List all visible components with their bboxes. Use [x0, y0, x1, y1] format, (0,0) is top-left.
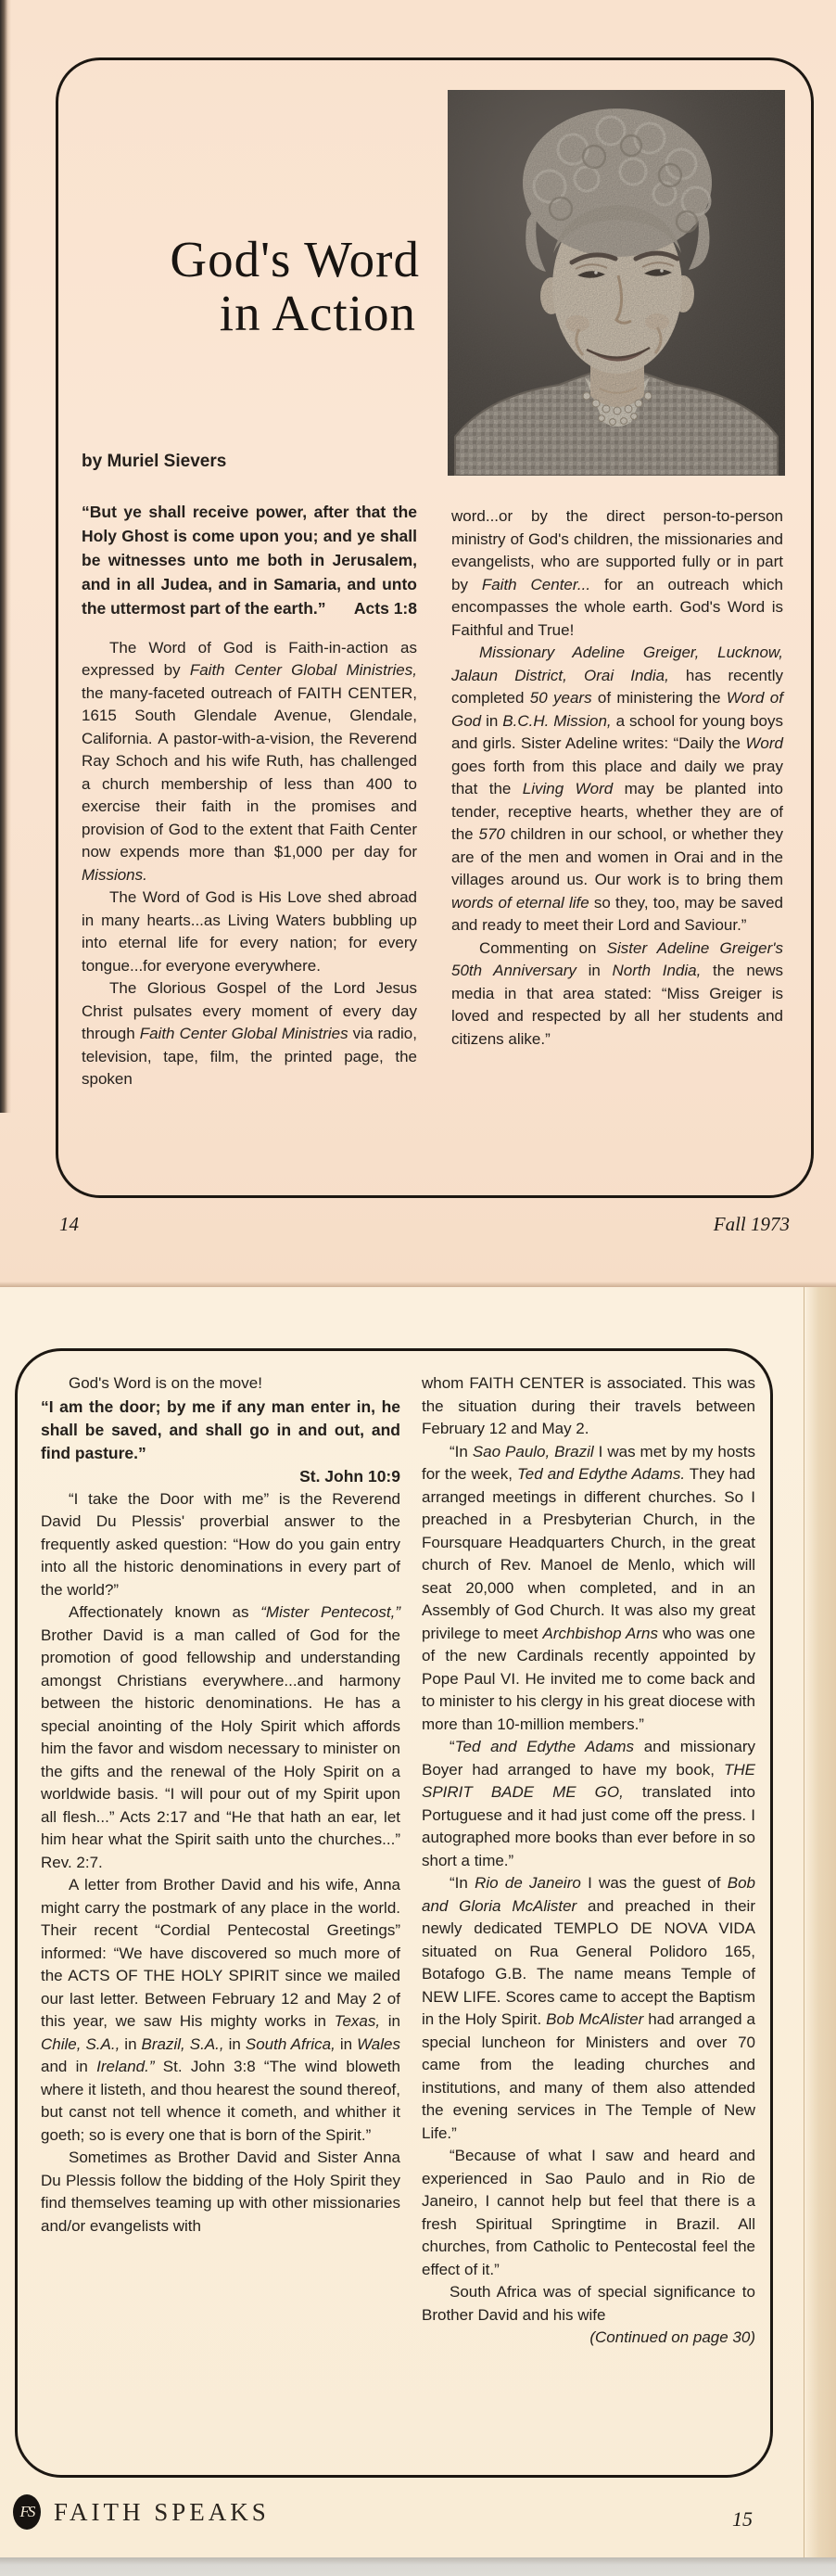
paragraph: Missionary Adeline Greiger, Lucknow, Jalaun District, Orai India, has recently completed 50 years of ministering the Word of God in B.C.H. Mission, a school for young boys and girls. Sister Adeline writes: “Daily the Word goes forth from this place and daily we pray that the Living Word may be planted into tender, receptive hearts, whether they are of the 570 children in our school, or whether they are of the men and women in Orai and in the villages around us. Our work is to bring them words of eternal life so they, too, may be saved and ready to meet their Lord and Saviour.” [451, 644, 784, 934]
scripture-reference: Acts 1:8 [353, 599, 417, 618]
paragraph: The Glorious Gospel of the Lord Jesus Christ pulsates every moment of every day through Faith Center Global Ministries via radio, television, tape, film, the printed page, the spoken [82, 979, 417, 1088]
paragraph: A letter from Brother David and his wife, Anna might carry the postmark of any place in the world. Their recent “Cordial Pentecostal Greetings” informed: “We have discovered so much more of the ACTS OF THE HOLY SPIRIT since we mailed our last letter. Between February 12 and May 2 of this year, we saw His mighty works in Texas, in Chile, S.A., in Brazil, S.A., in South Africa, in Wales and in Ireland.” St. John 3:8 “The wind bloweth where it listeth, and thou hearest the sound thereof, but canst not tell whence it cometh, and whither it goeth; so is every one that is born of the Spirit.” [41, 1876, 400, 2144]
paragraph: Sometimes as Brother David and Sister Anna Du Plessis follow the bidding of the Holy Spirit they find themselves teaming up with other missionaries and/or evangelists with [41, 2149, 400, 2235]
right-column [451, 505, 783, 1051]
paragraph: The Word of God is His Love shed abroad in many hearts...as Living Waters bubbling up into eternal life for every nation; for every tongue...for everyone everywhere. [82, 888, 417, 975]
opening-line: God's Word is on the move! [69, 1374, 262, 1392]
logo-monogram: FS [19, 2503, 34, 2520]
paragraph: South Africa was of special significance to Brother David and his wife [422, 2283, 755, 2324]
scan-edge-right [804, 1287, 836, 2557]
left-column [82, 452, 417, 1091]
article-title-line2: in Action [219, 285, 416, 341]
scripture-quote: “I am the door; by me if any man enter in, he shall be saved, and shall go in and out, and find pasture.” [41, 1396, 400, 1462]
article-title [88, 232, 420, 341]
portrait-photo-illustration [448, 90, 785, 476]
paragraph: Affectionately known as “Mister Pentecost,” Brother David is a man called of God for the promotion of good fellowship and understanding amongst Christians everywhere...and harmony between the historic denominations. He has a special anointing of the Holy Spirit which affords him the favor and wisdom necessary to minister on the gifts and the renewal of the Holy Spirit on a worldwide basis. “I will pour out of my Spirit upon all flesh...” Acts 2:17 and “He that hath an ear, let him hear what the Spirit saith unto the churches...” Rev. 2:7. [41, 1603, 400, 1871]
continued-note: (Continued on page 30) [589, 2328, 755, 2346]
left-column [41, 1372, 400, 2238]
page-number: 14 [59, 1213, 79, 1235]
issue-date: Fall 1973 [713, 1213, 790, 1235]
paragraph: word...or by the direct person-to-person ministry of God's children, the missionaries and evangelists, who are supported fully or in part by Faith Center... for an outreach which encompasses the whole earth. God's Word is Faithful and True! [451, 507, 783, 639]
scripture-reference: St. John 10:9 [299, 1466, 400, 1486]
paragraph: “In Sao Paulo, Brazil I was met by my hosts for the week, Ted and Edythe Adams. They had arranged meetings in different churches. So I preached in a Presbyterian Church, in the Foursquare Headquarters Church, in the great church of Rev. Manoel de Menlo, which will seat 20,000 when completed, and in an Assembly of God Church. It was also my great privilege to meet Archbishop Arns who was one of the new Cardinals recently appointed by Pope Paul VI. He invited me to come back and to minister to his clergy in his great diocese with more than 10-million members.” [422, 1442, 756, 1733]
magazine-page-14 [0, 0, 836, 1287]
article-title-line1: God's Word [170, 231, 420, 287]
byline: by Muriel Sievers [82, 452, 227, 471]
body-text-left [41, 1488, 400, 2238]
masthead-title: FAITH SPEAKS [54, 2497, 270, 2526]
right-column [422, 1372, 755, 2350]
paragraph: “Ted and Edythe Adams and missionary Boyer had arranged to have my book, THE SPIRIT BADE ME GO, translated into Portuguese and it had just come off the press. I autographed more books than ever before in so short a time.” [422, 1738, 755, 1869]
paragraph: The Word of God is Faith-in-action as expressed by Faith Center Global Ministries, the many-faceted outreach of FAITH CENTER, 1615 South Glendale Avenue, Glendale, California. A pastor-with-a-vision, the Reverend Ray Schoch and his wife Ruth, has challenged a church membership of less than 400 to exercise their faith in the promises and provision of God to the extent that Faith Center now expends more than $1,000 per day for Missions. [82, 638, 417, 884]
page-number: 15 [732, 2507, 753, 2531]
paragraph: “I take the Door with me” is the Reverend David Du Plessis' proverbial answer to the frequently asked question: “How do you gain entry into all the historic denominations in every part of the world?” [41, 1489, 400, 1599]
faith-speaks-logo-icon [13, 2494, 41, 2530]
scripture-quote: “But ye shall receive power, after that the Holy Ghost is come upon you; and ye shall be witnesses unto me both in Jerusalem, and in all Judea, and in Samaria, and unto the uttermost part of the earth.” [82, 503, 417, 618]
scan-background-strip [0, 2557, 836, 2576]
portrait-photo [448, 90, 785, 476]
paragraph: Commenting on Sister Adeline Greiger's 50th Anniversary in North India, the news media in that area stated: “Miss Greiger is loved and respected by all her students and citizens alike.” [451, 938, 783, 1048]
body-text-right [422, 1372, 755, 2327]
paragraph: whom FAITH CENTER is associated. This was the situation during their travels between February 12 and May 2. [422, 1374, 755, 1437]
paragraph: “Because of what I saw and heard and experienced in Sao Paulo and in Rio de Janeiro, I cannot help but feel that there is a fresh Spiritual Springtime in Brazil. All churches, from Catholic to Pentecostal feel the effect of it.” [422, 2147, 755, 2278]
masthead [13, 2494, 270, 2530]
body-text-left [82, 637, 417, 1091]
paragraph: “In Rio de Janeiro I was the guest of Bob and Gloria McAlister and preached in their newly dedicated TEMPLO DE NOVA VIDA situated on Rua General Polidoro 165, Botafogo G.B. The name means Temple of NEW LIFE. Scores came to accept the Baptism in the Holy Spirit. Bob McAlister had arranged a special luncheon for Ministers and over 70 came from the leading churches and institutions, and many of them also attended the evening services in The Temple of New Life.” [422, 1874, 755, 2142]
magazine-page-15 [0, 1287, 836, 2557]
scan-edge-left [0, 0, 11, 1113]
